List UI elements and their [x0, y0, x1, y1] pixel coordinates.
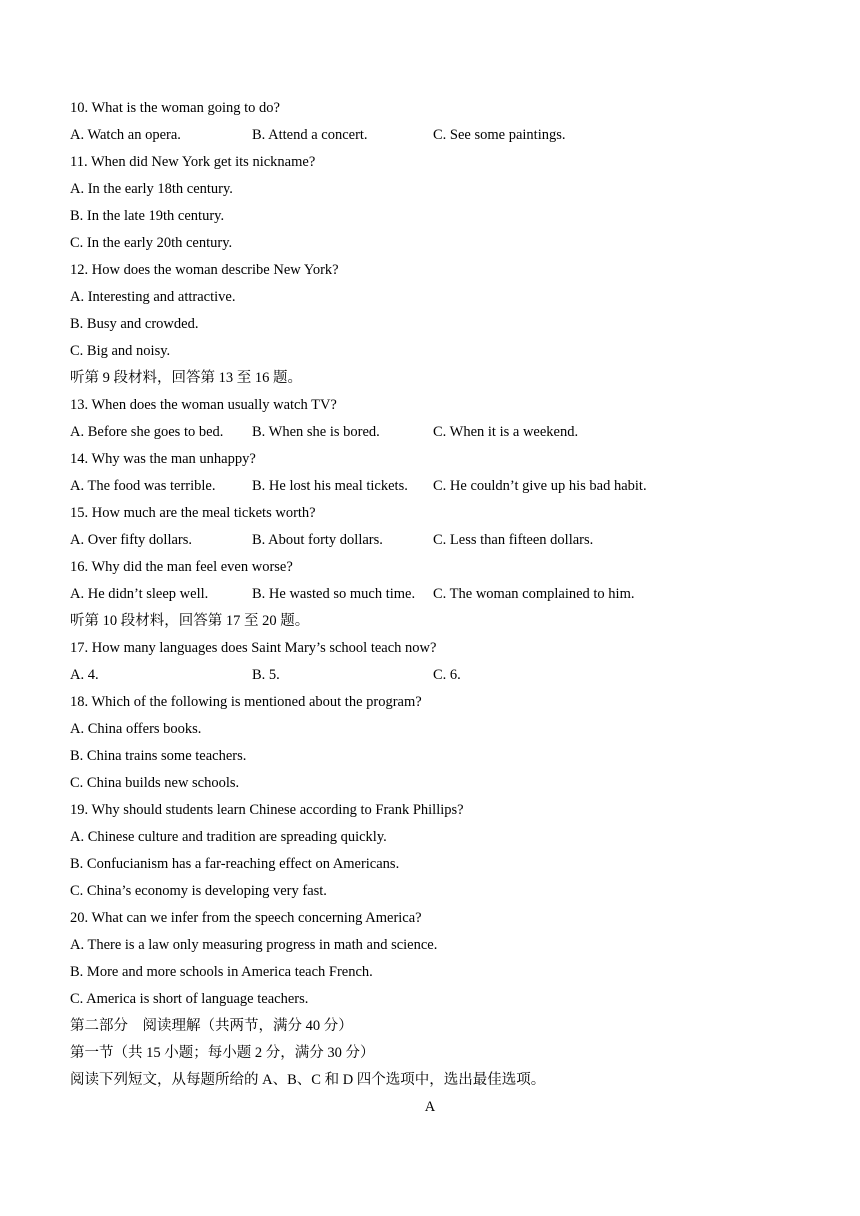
text-line: 10. What is the woman going to do? [70, 100, 280, 116]
option-row [70, 664, 790, 691]
text-line: 第二部分 阅读理解（共两节，满分 40 分） [70, 1018, 353, 1034]
option-row [70, 583, 790, 610]
option-b: B. When she is bored. [252, 424, 380, 440]
option-b: B. Attend a concert. [252, 127, 368, 143]
passage-label: A [424, 1099, 436, 1115]
option-a: A. The food was terrible. [70, 478, 216, 494]
option-c: C. The woman complained to him. [433, 586, 635, 602]
option-b: B. He wasted so much time. [252, 586, 416, 602]
text-line: B. China trains some teachers. [70, 748, 247, 764]
text-line: 16. Why did the man feel even worse? [70, 559, 293, 575]
text-line: A. Chinese culture and tradition are spreading quickly. [70, 829, 387, 845]
option-b: B. About forty dollars. [252, 532, 383, 548]
option-row [70, 529, 790, 556]
option-c: C. Less than fifteen dollars. [433, 532, 594, 548]
text-line: C. In the early 20th century. [70, 235, 233, 251]
text-line: 阅读下列短文，从每题所给的 A、B、C 和 D 四个选项中，选出最佳选项。 [70, 1072, 546, 1088]
text-line: 17. How many languages does Saint Mary’s school teach now? [70, 640, 437, 656]
option-b: B. 5. [252, 667, 280, 683]
text-line: C. America is short of language teachers. [70, 991, 309, 1007]
text-line: A. China offers books. [70, 721, 202, 737]
option-row [70, 124, 790, 151]
text-line: A. There is a law only measuring progress in math and science. [70, 937, 438, 953]
text-line: B. Confucianism has a far-reaching effect on Americans. [70, 856, 400, 872]
text-line: 第一节（共 15 小题；每小题 2 分，满分 30 分） [70, 1045, 375, 1061]
option-row [70, 475, 790, 502]
exam-page-content [70, 97, 790, 1123]
text-line: 听第 9 段材料，回答第 13 至 16 题。 [70, 370, 302, 386]
text-line: 听第 10 段材料，回答第 17 至 20 题。 [70, 613, 310, 629]
text-line: 12. How does the woman describe New York? [70, 262, 339, 278]
text-line: C. China builds new schools. [70, 775, 240, 791]
option-a: A. Over fifty dollars. [70, 532, 193, 548]
text-line: A. In the early 18th century. [70, 181, 233, 197]
text-line: B. Busy and crowded. [70, 316, 199, 332]
text-line: B. More and more schools in America teach French. [70, 964, 373, 980]
text-line: 20. What can we infer from the speech concerning America? [70, 910, 422, 926]
text-line: 11. When did New York get its nickname? [70, 154, 316, 170]
option-a: A. Watch an opera. [70, 127, 181, 143]
option-a: A. 4. [70, 667, 99, 683]
option-c: C. When it is a weekend. [433, 424, 579, 440]
text-line: 15. How much are the meal tickets worth? [70, 505, 316, 521]
text-line: C. China’s economy is developing very fast. [70, 883, 327, 899]
text-line: 13. When does the woman usually watch TV? [70, 397, 337, 413]
option-b: B. He lost his meal tickets. [252, 478, 408, 494]
option-c: C. See some paintings. [433, 127, 566, 143]
option-row [70, 421, 790, 448]
text-line: 19. Why should students learn Chinese according to Frank Phillips? [70, 802, 464, 818]
option-c: C. 6. [433, 667, 461, 683]
text-line: C. Big and noisy. [70, 343, 171, 359]
text-line: B. In the late 19th century. [70, 208, 225, 224]
text-line: A. Interesting and attractive. [70, 289, 236, 305]
option-c: C. He couldn’t give up his bad habit. [433, 478, 647, 494]
text-line: 18. Which of the following is mentioned about the program? [70, 694, 422, 710]
text-line: 14. Why was the man unhappy? [70, 451, 256, 467]
option-a: A. He didn’t sleep well. [70, 586, 209, 602]
option-a: A. Before she goes to bed. [70, 424, 224, 440]
